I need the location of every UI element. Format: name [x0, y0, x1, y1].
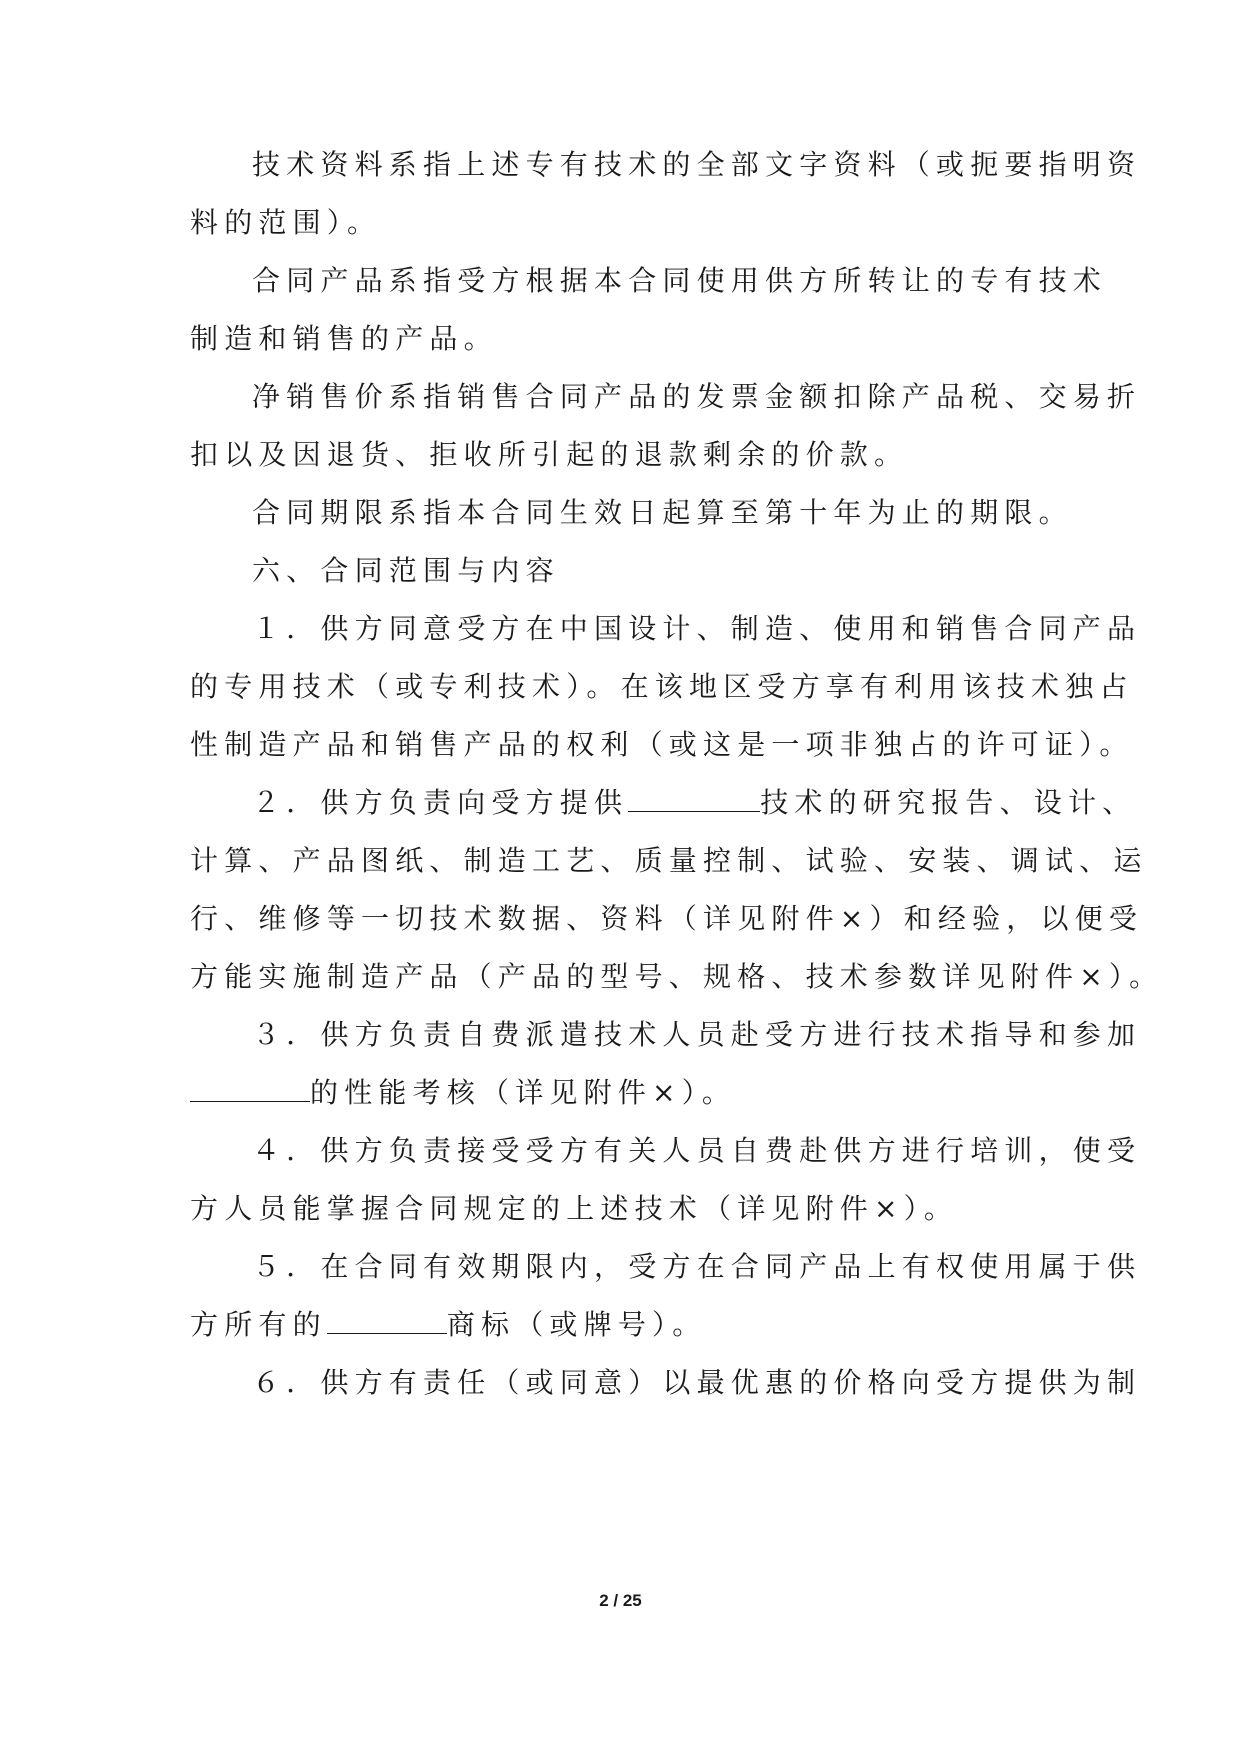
paragraph-line: 净销售价系指销售合同产品的发票金额扣除产品税、交易折: [252, 380, 1142, 413]
clause-4-line: 方人员能掌握合同规定的上述技术（详见附件×）。: [190, 1192, 959, 1225]
paragraph-line: 料的范围）。: [190, 206, 382, 239]
clause-5-text: 方所有的: [190, 1308, 327, 1341]
clause-4-line: ４．供方负责接受受方有关人员自费赴供方进行培训，使受: [252, 1134, 1142, 1167]
clause-1-line: １．供方同意受方在中国设计、制造、使用和销售合同产品: [252, 612, 1142, 645]
clause-2-text: 技术的研究报告、设计、: [760, 786, 1137, 819]
clause-1-line: 的专用技术（或专利技术）。在该地区受方享有利用该技术独占: [190, 670, 1134, 703]
fill-in-blank: [628, 787, 760, 812]
clause-5-line: [190, 1300, 1070, 1350]
clause-2-line: 行、维修等一切技术数据、资料（详见附件×）和经验，以便受: [190, 902, 1144, 935]
clause-5-line: ５．在合同有效期限内，受方在合同产品上有权使用属于供: [252, 1250, 1142, 1283]
clause-2-line: [252, 778, 1137, 828]
paragraph-line: 制造和销售的产品。: [190, 322, 498, 355]
paragraph-line: 扣以及因退货、拒收所引起的退款剩余的价款。: [190, 438, 909, 471]
page-number: 2 / 25: [599, 1591, 642, 1610]
clause-2-line: 计算、产品图纸、制造工艺、质量控制、试验、安装、调试、运: [190, 844, 1148, 877]
paragraph-line: 技术资料系指上述专有技术的全部文字资料（或扼要指明资: [252, 148, 1142, 181]
paragraph-line: 合同产品系指受方根据本合同使用供方所转让的专有技术: [252, 264, 1108, 297]
clause-6-line: ６．供方有责任（或同意）以最优惠的价格向受方提供为制: [252, 1366, 1142, 1399]
clause-2-text: ２．供方负责向受方提供: [252, 786, 629, 819]
section-heading: 六、合同范围与内容: [252, 554, 560, 587]
clause-5-text: 商标（或牌号）。: [446, 1308, 707, 1341]
clause-3-text: 的性能考核（详见附件×）。: [310, 1076, 737, 1109]
fill-in-blank: [327, 1309, 447, 1334]
clause-2-line: 方能实施制造产品（产品的型号、规格、技术参数详见附件×）。: [190, 960, 1164, 993]
clause-3-line: [190, 1068, 1070, 1118]
paragraph-line: 合同期限系指本合同生效日起算至第十年为止的期限。: [252, 496, 1073, 529]
fill-in-blank: [190, 1077, 310, 1102]
clause-1-line: 性制造产品和销售产品的权利（或这是一项非独占的许可证）。: [190, 728, 1134, 761]
clause-3-line: ３．供方负责自费派遣技术人员赴受方进行技术指导和参加: [252, 1018, 1142, 1051]
